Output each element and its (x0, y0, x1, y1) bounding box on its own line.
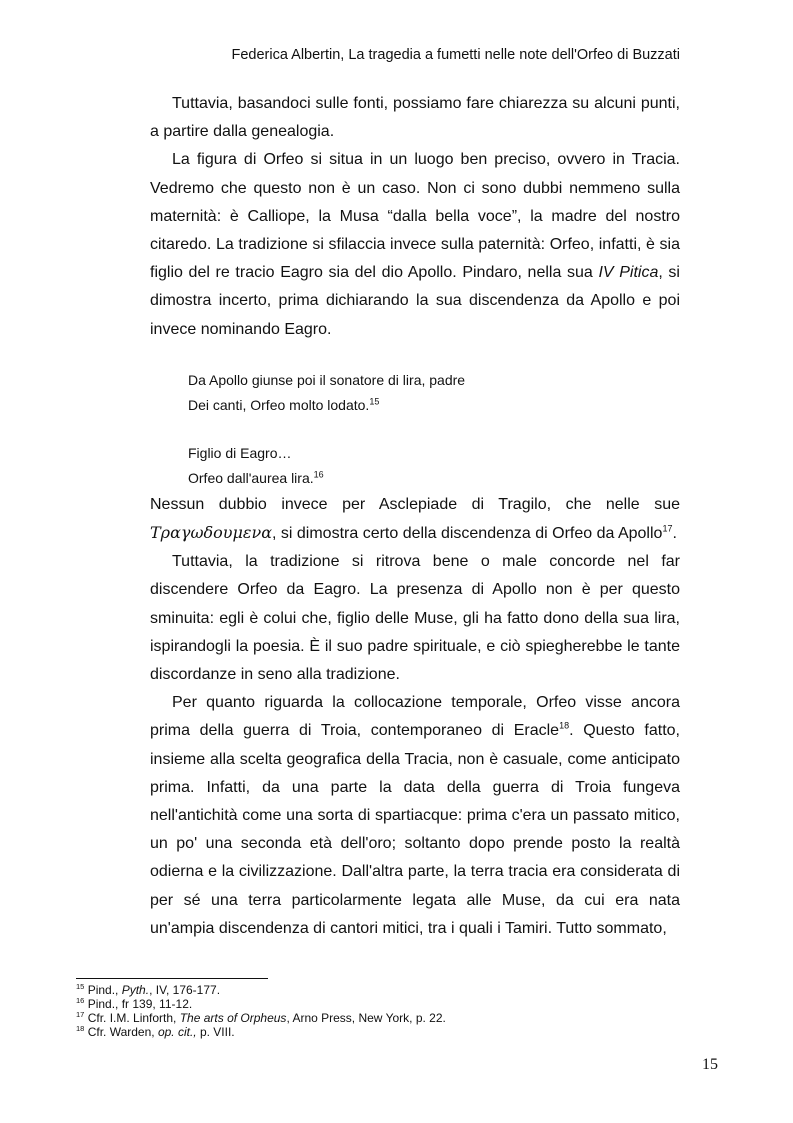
running-header: Federica Albertin, La tragedia a fumetti nelle note dell'Orfeo di Buzzati (231, 47, 680, 63)
paragraph-3-text-b: , si dimostra certo della discendenza di Orfeo da Apollo (272, 525, 663, 543)
paragraph-4: Tuttavia, la tradizione si ritrova bene o male concorde nel far discendere Orfeo da Eagro. La presenza di Apollo non è per questo sminuita: egli è colui che, figlio delle Muse, gli ha fatto dono della sua lira, ispirandogli la poesia. È il suo padre spirituale, e ciò spiegherebbe le tante discordanze in seno alla tradizione. (150, 553, 680, 684)
quotation-2 (188, 441, 680, 491)
paragraph-3: Nessun dubbio invece per Asclepiade di Tragilo, che nelle sue Τραγωδουμενα, si dimostra certo della discendenza di Orfeo da Apollo$^{17}$. (150, 495, 680, 543)
quotation-2-line-2: Orfeo dall'aurea lira.$^{16}$ (188, 469, 324, 486)
footnote-ref-15[interactable]: 15 (369, 396, 380, 407)
paragraph-3-text-a: Nessun dubbio invece per Asclepiade di Tragilo, che nelle sue (150, 495, 680, 513)
paragraph-5-text-b: . Questo fatto, insieme alla scelta geografica della Tracia, non è casuale, come anticipato prima. Infatti, da una parte la data della guerra di Troia fungeva nell'antichità come una sorta di spartiacque: prima c'era un passato mitico, un po' una seconda età dell'oro; soltanto dopo prende posto la realtà odierna e la civilizzazione. Dall'altra parte, la terra tracia era considerata di per sé una terra particolarmente legata alle Muse, da cui era nata un'ampia discendenza di cantori mitici, tra i quali i Tamiri. Tutto sommato, (150, 722, 681, 937)
work-title-iv-pitica: IV Pitica (598, 264, 659, 282)
footnotes (76, 983, 696, 1039)
footnote-15: $^{15}$ Pind., Pyth., IV, 176-177. (76, 982, 221, 997)
paragraph-5-text-a: Per quanto riguarda la collocazione temporale, Orfeo visse ancora prima della guerra di Troia, contemporaneo di Eracle (150, 694, 680, 740)
paragraph-1: Tuttavia, basandoci sulle fonti, possiamo fare chiarezza su alcuni punti, a partire dalla genealogia. (150, 95, 680, 141)
footnote-16: $^{16}$ Pind., fr 139, 11-12. (76, 996, 193, 1011)
paragraph-2-text-b: , si dimostra incerto, prima dichiarando la sua discendenza da Apollo e poi invece nominando Eagro. (150, 264, 680, 338)
quotation-1-line-1: Da Apollo giunse poi il sonatore di lira, padre (188, 371, 466, 388)
quotation-2-line-1: Figlio di Eagro… (188, 444, 292, 461)
page-number: 15 (702, 1056, 718, 1073)
quotation-1-line-2: Dei canti, Orfeo molto lodato.$^{15}$ (188, 396, 380, 413)
body-text (150, 90, 680, 943)
paragraph-2-text-a: La figura di Orfeo si situa in un luogo ben preciso, ovvero in Tracia. Vedremo che questo non è un caso. Non ci sono dubbi nemmeno sulla maternità: è Calliope, la Musa “dalla bella voce”, la madre del nostro citaredo. La tradizione si sfilaccia invece sulla paternità: Orfeo, infatti, è sia figlio del re tracio Eagro sia del dio Apollo. Pindaro, nella sua (150, 151, 680, 282)
greek-title: Τραγωδουμενα (150, 523, 272, 543)
footnote-17: $^{17}$ Cfr. I.M. Linforth, The arts of Orpheus, Arno Press, New York, p. 22. (76, 1010, 446, 1025)
footnote-ref-16[interactable]: 16 (313, 469, 324, 480)
paragraph-5 (150, 689, 680, 943)
footnote-ref-17[interactable]: 17 (662, 523, 673, 534)
footnote-ref-18[interactable]: 18 (559, 721, 570, 732)
paragraph-2 (150, 146, 680, 343)
quotation-1 (188, 368, 680, 418)
footnote-separator (76, 978, 268, 979)
footnote-18: $^{18}$ Cfr. Warden, op. cit., p. VIII. (76, 1024, 235, 1039)
